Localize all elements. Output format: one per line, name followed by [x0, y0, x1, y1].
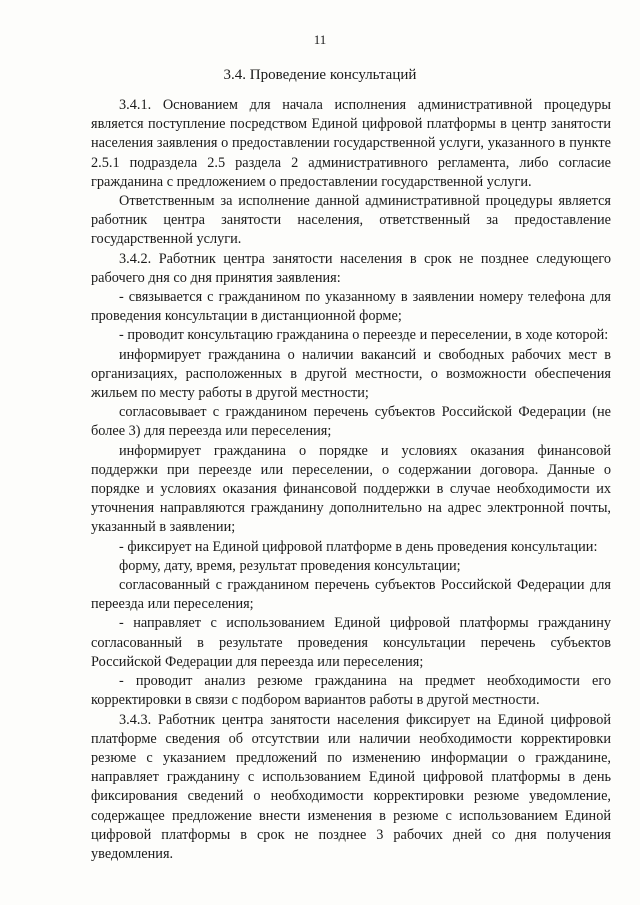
paragraph-financial-support: информирует гражданина о порядке и условиях оказания финансовой поддержки при переезде или переселении, о содержании договора. Данные о порядке и условиях оказания финансовой поддержки в случае необходимости их уточнения направляются гражданину дополнительно на адрес электронной почты, указанный в заявлении;: [91, 442, 611, 536]
paragraph-3-4-3: 3.4.3. Работник центра занятости населения фиксирует на Единой цифровой платформе сведения об отсутствии или наличии необходимости корректировки резюме с указанием предложений по изменению информации о гражданине, направляет гражданину с использованием Единой цифровой платформы в день фиксирования сведений о необходимости корректировки резюме уведомление, содержащее предложение внести изменения в резюме с использованием Единой цифровой платформы в срок не позднее 3 рабочих дней со дня получения уведомления.: [91, 711, 611, 862]
body-text: [91, 96, 611, 864]
list-item-contact: - связывается с гражданином по указанному в заявлении номеру телефона для проведения консультации в дистанционной форме;: [91, 289, 611, 325]
list-item-record: - фиксирует на Единой цифровой платформе в день проведения консультации:: [119, 538, 598, 555]
list-item-resume-analysis: - проводит анализ резюме гражданина на предмет необходимости его корректировки в связи с подбором вариантов работы в другой местности.: [91, 673, 611, 709]
paragraph-3-4-1: 3.4.1. Основанием для начала исполнения административной процедуры является поступление посредством Единой цифровой платформы в центр занятости населения заявления о предоставлении государственной услуги, указанного в пункте 2.5.1 подраздела 2.5 раздела 2 административного регламента, либо согласие гражданина с предложением о предоставлении государственной услуги.: [91, 97, 611, 190]
list-item-consultation: - проводит консультацию гражданина о переезде и переселении, в ходе которой:: [119, 327, 609, 344]
paragraph-responsible: Ответственным за исполнение данной административной процедуры является работник центра занятости населения, ответственный за предоставление государственной услуги.: [91, 193, 611, 248]
paragraph-form-date: форму, дату, время, результат проведения консультации;: [119, 557, 461, 574]
paragraph-agreed-regions: согласованный с гражданином перечень субъектов Российской Федерации для переезда или переселения;: [91, 577, 611, 613]
paragraph-vacancies: информирует гражданина о наличии вакансий и свободных рабочих мест в организациях, расположенных в другой местности, о возможности обеспечения жильем по месту работы в другой местности;: [91, 346, 611, 402]
paragraph-3-4-2: 3.4.2. Работник центра занятости населения в срок не позднее следующего рабочего дня со дня принятия заявления:: [91, 250, 611, 286]
page-number: 11: [313, 32, 327, 47]
section-title: 3.4. Проведение консультаций: [223, 67, 417, 83]
list-item-send: - направляет с использованием Единой цифровой платформы гражданину согласованный в результате проведения консультации перечень субъектов Российской Федерации для переезда или переселения;: [91, 615, 611, 670]
paragraph-regions: согласовывает с гражданином перечень субъектов Российской Федерации (не более 3) для переезда или переселения;: [91, 404, 611, 440]
